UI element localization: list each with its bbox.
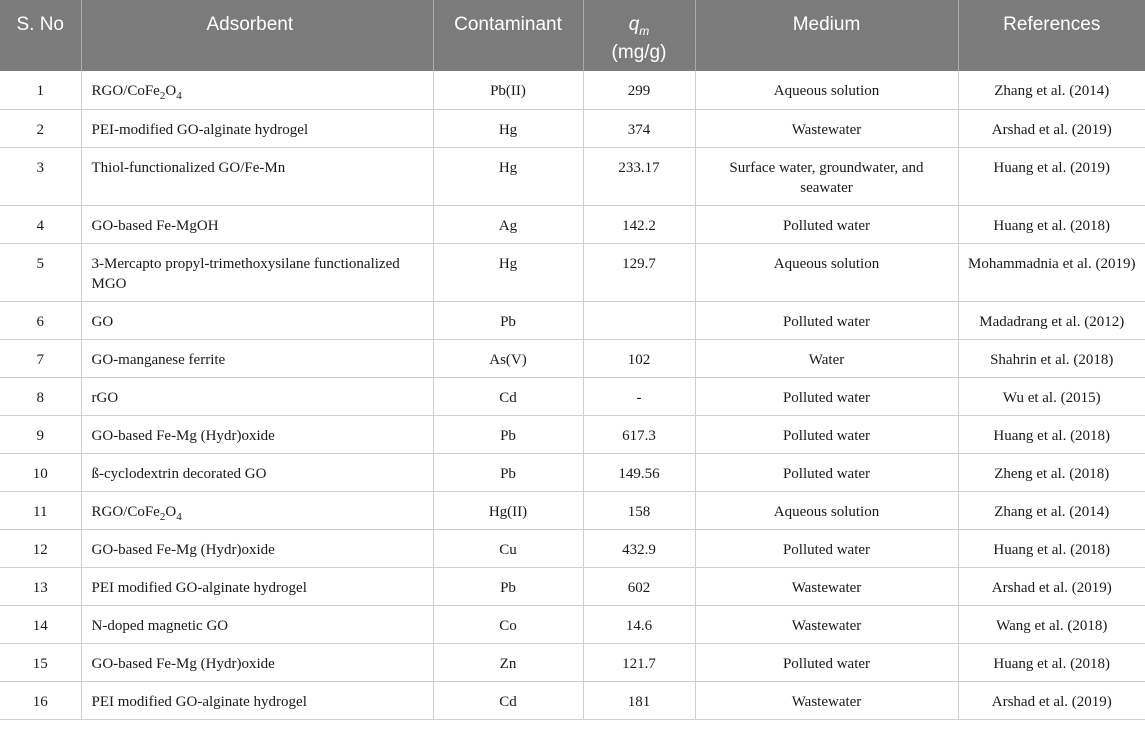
cell-medium: Polluted water — [695, 301, 958, 339]
cell-contaminant: Hg — [433, 147, 583, 205]
cell-qm: 158 — [583, 491, 695, 529]
cell-medium: Polluted water — [695, 453, 958, 491]
adsorbent-text: O — [165, 83, 177, 99]
cell-medium: Wastewater — [695, 681, 958, 719]
cell-sno: 11 — [0, 491, 81, 529]
cell-medium: Wastewater — [695, 605, 958, 643]
cell-reference: Arshad et al. (2019) — [958, 109, 1145, 147]
header-qm — [583, 0, 695, 71]
cell-reference: Madadrang et al. (2012) — [958, 301, 1145, 339]
table-row — [0, 681, 1145, 719]
cell-medium: Polluted water — [695, 643, 958, 681]
cell-adsorbent: rGO — [81, 377, 433, 415]
table-row — [0, 567, 1145, 605]
cell-sno: 16 — [0, 681, 81, 719]
adsorbent-subscript: 2 — [159, 90, 166, 102]
table-row — [0, 339, 1145, 377]
cell-medium: Polluted water — [695, 205, 958, 243]
cell-adsorbent — [81, 71, 433, 109]
cell-adsorbent: GO-based Fe-Mg (Hydr)oxide — [81, 529, 433, 567]
cell-qm: 142.2 — [583, 205, 695, 243]
cell-adsorbent: PEI-modified GO-alginate hydrogel — [81, 109, 433, 147]
table-body — [0, 71, 1145, 719]
cell-adsorbent: GO-based Fe-Mg (Hydr)oxide — [81, 415, 433, 453]
cell-adsorbent: N-doped magnetic GO — [81, 605, 433, 643]
table-row — [0, 243, 1145, 301]
cell-contaminant: Pb — [433, 567, 583, 605]
header-references: References — [958, 0, 1145, 71]
cell-contaminant: Hg — [433, 243, 583, 301]
cell-medium: Aqueous solution — [695, 491, 958, 529]
table-row — [0, 491, 1145, 529]
cell-contaminant: As(V) — [433, 339, 583, 377]
table-row — [0, 529, 1145, 567]
cell-medium: Wastewater — [695, 109, 958, 147]
cell-qm: 121.7 — [583, 643, 695, 681]
cell-reference: Arshad et al. (2019) — [958, 681, 1145, 719]
adsorbent-subscript: 4 — [176, 510, 182, 523]
cell-contaminant: Pb — [433, 415, 583, 453]
table-row — [0, 377, 1145, 415]
cell-qm: 129.7 — [583, 243, 695, 301]
cell-qm: 14.6 — [583, 605, 695, 643]
cell-contaminant: Cd — [433, 681, 583, 719]
cell-sno: 12 — [0, 529, 81, 567]
cell-qm: 299 — [583, 71, 695, 109]
cell-sno: 7 — [0, 339, 81, 377]
cell-sno: 4 — [0, 205, 81, 243]
table-row — [0, 453, 1145, 491]
cell-reference: Huang et al. (2019) — [958, 147, 1145, 205]
cell-sno: 2 — [0, 109, 81, 147]
table-row — [0, 605, 1145, 643]
cell-sno: 10 — [0, 453, 81, 491]
cell-adsorbent: 3-Mercapto propyl-trimethoxysilane functionalized MGO — [81, 243, 433, 301]
cell-contaminant: Co — [433, 605, 583, 643]
cell-adsorbent: GO-based Fe-MgOH — [81, 205, 433, 243]
cell-qm: 102 — [583, 339, 695, 377]
cell-contaminant: Zn — [433, 643, 583, 681]
cell-sno: 14 — [0, 605, 81, 643]
header-sno: S. No — [0, 0, 81, 71]
cell-reference: Arshad et al. (2019) — [958, 567, 1145, 605]
cell-contaminant: Ag — [433, 205, 583, 243]
table-row — [0, 71, 1145, 109]
table-row — [0, 643, 1145, 681]
adsorbent-text: O — [165, 503, 177, 520]
cell-reference: Wu et al. (2015) — [958, 377, 1145, 415]
cell-medium: Aqueous solution — [695, 71, 958, 109]
table-row — [0, 109, 1145, 147]
cell-adsorbent: PEI modified GO-alginate hydrogel — [81, 567, 433, 605]
cell-sno: 5 — [0, 243, 81, 301]
adsorbent-subscript: 4 — [176, 90, 182, 102]
cell-adsorbent: PEI modified GO-alginate hydrogel — [81, 681, 433, 719]
cell-medium: Wastewater — [695, 567, 958, 605]
cell-reference: Wang et al. (2018) — [958, 605, 1145, 643]
cell-adsorbent: GO-based Fe-Mg (Hydr)oxide — [81, 643, 433, 681]
cell-adsorbent: GO — [81, 301, 433, 339]
cell-sno: 6 — [0, 301, 81, 339]
table-row — [0, 147, 1145, 205]
cell-qm: - — [583, 377, 695, 415]
cell-qm: 181 — [583, 681, 695, 719]
cell-adsorbent: ß-cyclodextrin decorated GO — [81, 453, 433, 491]
header-contaminant: Contaminant — [433, 0, 583, 71]
cell-contaminant: Pb(II) — [433, 71, 583, 109]
header-medium: Medium — [695, 0, 958, 71]
cell-qm: 149.56 — [583, 453, 695, 491]
cell-qm: 374 — [583, 109, 695, 147]
adsorbent-text: RGO/CoFe — [91, 503, 160, 520]
table-row — [0, 205, 1145, 243]
cell-medium: Polluted water — [695, 529, 958, 567]
cell-contaminant: Hg — [433, 109, 583, 147]
cell-reference: Huang et al. (2018) — [958, 415, 1145, 453]
cell-contaminant: Pb — [433, 453, 583, 491]
cell-sno: 9 — [0, 415, 81, 453]
cell-reference: Shahrin et al. (2018) — [958, 339, 1145, 377]
cell-sno: 3 — [0, 147, 81, 205]
cell-sno: 13 — [0, 567, 81, 605]
header-row — [0, 0, 1145, 71]
cell-adsorbent: Thiol-functionalized GO/Fe-Mn — [81, 147, 433, 205]
cell-medium: Polluted water — [695, 415, 958, 453]
cell-qm: 233.17 — [583, 147, 695, 205]
cell-adsorbent: GO-manganese ferrite — [81, 339, 433, 377]
cell-reference: Huang et al. (2018) — [958, 643, 1145, 681]
cell-reference: Mohammadnia et al. (2019) — [958, 243, 1145, 301]
cell-contaminant: Cu — [433, 529, 583, 567]
cell-medium: Surface water, groundwater, and seawater — [695, 147, 958, 205]
cell-reference: Huang et al. (2018) — [958, 205, 1145, 243]
cell-sno: 1 — [0, 71, 81, 109]
cell-reference: Zhang et al. (2014) — [958, 71, 1145, 109]
header-adsorbent: Adsorbent — [81, 0, 433, 71]
table-row — [0, 301, 1145, 339]
cell-contaminant: Pb — [433, 301, 583, 339]
adsorbent-subscript: 2 — [159, 510, 166, 523]
cell-medium: Aqueous solution — [695, 243, 958, 301]
cell-qm — [583, 301, 695, 339]
cell-sno: 15 — [0, 643, 81, 681]
qm-symbol: q — [628, 14, 640, 35]
cell-sno: 8 — [0, 377, 81, 415]
table-header — [0, 0, 1145, 71]
cell-qm: 432.9 — [583, 529, 695, 567]
qm-unit: (mg/g) — [611, 41, 667, 63]
adsorbent-text: RGO/CoFe — [91, 83, 160, 99]
cell-reference: Zhang et al. (2014) — [958, 491, 1145, 529]
cell-reference: Zheng et al. (2018) — [958, 453, 1145, 491]
cell-qm: 602 — [583, 567, 695, 605]
table-row — [0, 415, 1145, 453]
qm-subscript: m — [639, 23, 650, 38]
cell-qm: 617.3 — [583, 415, 695, 453]
cell-medium: Polluted water — [695, 377, 958, 415]
cell-contaminant: Hg(II) — [433, 491, 583, 529]
cell-adsorbent — [81, 491, 433, 529]
cell-contaminant: Cd — [433, 377, 583, 415]
cell-reference: Huang et al. (2018) — [958, 529, 1145, 567]
cell-medium: Water — [695, 339, 958, 377]
